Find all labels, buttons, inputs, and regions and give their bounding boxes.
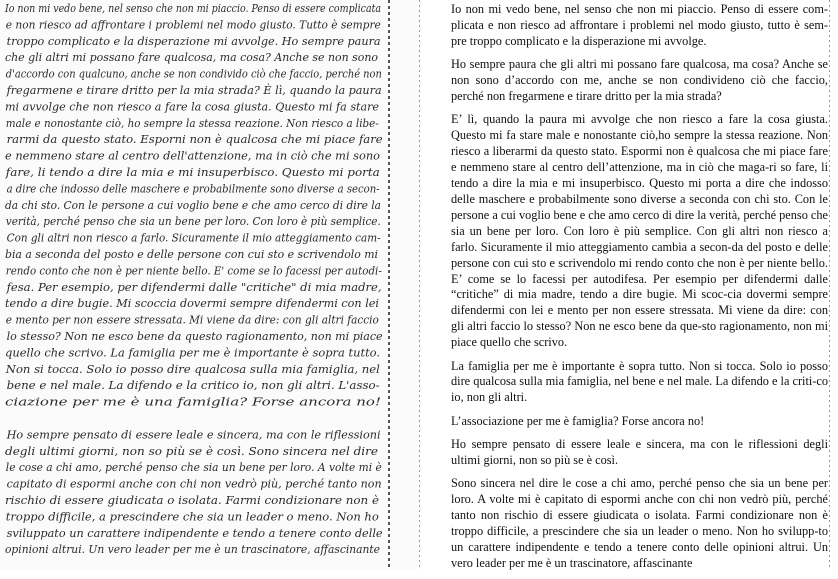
handwritten-line: troppo difficile, a prescindere che sia un leader o meno. Non ho — [5, 510, 380, 524]
page-edge-line — [388, 0, 390, 570]
handwritten-line: Non si tocca. Solo io posso dire qualcosa sulla mia famiglia, nel — [4, 362, 381, 376]
handwritten-lines — [4, 2, 383, 556]
handwritten-line: tendo a dire bugie. Mi scoccia dovermi sempre difendermi con lei — [5, 297, 380, 311]
handwritten-line: quello che scrivo. La famiglia per me è importante è sopra tutto. — [5, 346, 381, 360]
handwritten-line: fesa. Per esempio, per difendermi dalle "critiche" di mia madre, — [5, 280, 382, 294]
handwritten-line: da chi sto. Con le persone a cui voglio bene e che amo cerco di dire la — [5, 198, 381, 212]
handwritten-line: a dire che indosso delle maschere e probabilmente sono diverse a secon- — [6, 182, 380, 196]
handwritten-line: Ho sempre pensato di essere leale e sincera, ma con le riflessioni — [5, 428, 382, 442]
handwritten-line: che gli altri mi possano fare qualcosa, ma cosa? Anche se non sono — [5, 51, 379, 65]
handwritten-line: mi avvolge che non riesco a fare la cosa giusta. Questo mi fa stare — [5, 100, 380, 114]
handwritten-page — [0, 0, 419, 570]
transcription-paragraph: Sono sincera nel dire le cose a chi amo, perché penso che sia un bene per loro. A volte mi è capitato di espormi anche con chi non vedrò più, perché tanto non rischio di essere giudicata o isolata. Farmi condizionare non è troppo difficile, a prescindere che sia un leader o meno. Non ho svilupp-to un carattere indipendente e tendo a tenere conto delle opinioni altrui. Un vero leader per me è un trascinatore, affascinante — [451, 476, 828, 570]
handwritten-line: bene e nel male. La difendo e la critico io, non gli altri. L'asso- — [6, 379, 380, 393]
handwritten-line: rarmi da questo stato. Esporni non è qualcosa che mi piace fare — [6, 133, 383, 147]
handwritten-line: fare, li tendo a dire la mia e mi insuperbisco. Questo mi porta — [4, 166, 380, 179]
handwritten-line: male e nonostante ciò, ho sempre la stessa reazione. Non riesco a libe- — [5, 116, 380, 130]
handwritten-line: ciazione per me è una famiglia? Forse ancora no! — [5, 395, 382, 409]
handwritten-line: opinioni altrui. Un vero leader per me è un trascinatore, affascinante — [5, 543, 381, 557]
transcription-paragraph: L’associazione per me è famiglia? Forse ancora no! — [451, 413, 705, 428]
handwritten-line: rischio di essere giudicata o isolata. Farmi condizionare non è — [5, 494, 380, 507]
handwritten-line: sviluppato un carattere indipendente e tendo a tenere conto delle — [6, 526, 383, 540]
handwritten-line: capitato di espormi anche con chi non vedrò più, perché tanto non — [6, 477, 382, 491]
page-edge-line — [829, 0, 830, 570]
transcription-column — [451, 2, 828, 579]
handwritten-line: rendo conto che non è per niente bello. E' come se lo facessi per autodi- — [5, 264, 382, 278]
handwritten-line: degli ultimi giorni, non so più se è così. Sono sincera nel dire — [5, 444, 379, 458]
handwritten-line: verità, perché penso che sia un bene per loro. Con loro è più semplice. — [5, 215, 381, 229]
handwritten-line: troppo complicato e la disperazione mi avvolge. Ho sempre paura — [6, 34, 381, 48]
handwritten-line: d'accordo con qualcuno, anche se non condivido ciò che faccio, perché non — [5, 67, 382, 81]
handwritten-line: e nemmeno stare al centro dell'attenzione, ma in ciò che mi sono — [5, 149, 381, 163]
handwritten-line: le cose a chi amo, perché penso che sia un bene per loro. A volte mi è — [5, 461, 383, 475]
transcription-paragraph: Ho sempre paura che gli altri mi possano fare qualcosa, ma cosa? Anche se non sono d’accordo con me, anche se non condivideno ciò che faccio, perché non fregarmene e tirare dritto per la mia strada? — [451, 57, 828, 104]
handwritten-text — [0, 0, 392, 570]
handwritten-line: lo stesso? Non ne esco bene da questo ragionamento, non mi piace — [6, 330, 383, 343]
handwritten-line: Io non mi vedo bene, nel senso che non mi piaccio. Penso di essere complicata — [4, 2, 381, 15]
handwritten-line: e mento per non essere stressata. Mi viene da dire: con gli altri faccio — [5, 313, 380, 327]
transcription-paragraph: La famiglia per me è importante è sopra tutto. Non si tocca. Solo io posso dire qualcosa sulla mia famiglia, nel bene e nel male. La difendo e la criti-co io, non gli altri. — [451, 358, 828, 405]
handwritten-line: fregarmene e tirare dritto per la mia strada? È lì, quando la paura — [6, 84, 383, 97]
handwritten-line: Con gli altri non riesco a farlo. Sicuramente il mio atteggiamento cam- — [6, 231, 381, 245]
handwritten-line: e non riesco ad affrontare i problemi nel modo giusto. Tutto è sempre — [5, 18, 382, 32]
handwritten-line: bia a seconda del posto e delle persone con cui sto e scrivendolo mi — [5, 248, 379, 261]
transcription-paragraph: Ho sempre pensato di essere leale e sincera, ma con le riflessioni degli ultimi giorni, non so più se è così. — [451, 437, 828, 468]
column-divider — [419, 0, 420, 570]
transcription-paragraph: E’ lì, quando la paura mi avvolge che non riesco a fare la cosa giusta. Questo mi fa stare male e nonostante ciò,ho sempre la stessa reazione. Non riesco a liberarmi da questo stato. Espormi non è qualcosa che mi piace fare e nemmeno stare al centro dell’attenzione, ma in ciò che maga-ri so fare, li tendo a dire la mia e mi insuperbisco. Questo mi porta a dire che indosso delle maschere e probabilmente sono diverse a seconda con chi sto. Con le persone a cui voglio bene e che amo cerco di dire la verità, perché penso che sia un bene per loro. Con loro è più semplice. Con gli altri non riesco a farlo. Sicuramente il mio atteggiamento cambia a secon-da del posto e delle persone con cui sto e scrivendolo mi rendo conto che non è per niente bello. E’ come se lo facessi per autodifesa. Per esempio per difendermi dalle “critiche” di mia madre, tendo a dire bugie. Mi scoc-cia dovermi sempre difendermi con lei e mento per non essere stressata. Mi viene da dire: con gli altri faccio lo stesso? Non ne esco bene da que-sto ragionamento, non mi piace quello che scrivo. — [451, 112, 828, 350]
transcription-paragraph: Io non mi vedo bene, nel senso che non mi piaccio. Penso di essere com-plicata e non riesco ad affrontare i problemi nel modo giusto, tutto è sem-pre troppo complicato e la disperazione mi avvolge. — [451, 2, 828, 48]
